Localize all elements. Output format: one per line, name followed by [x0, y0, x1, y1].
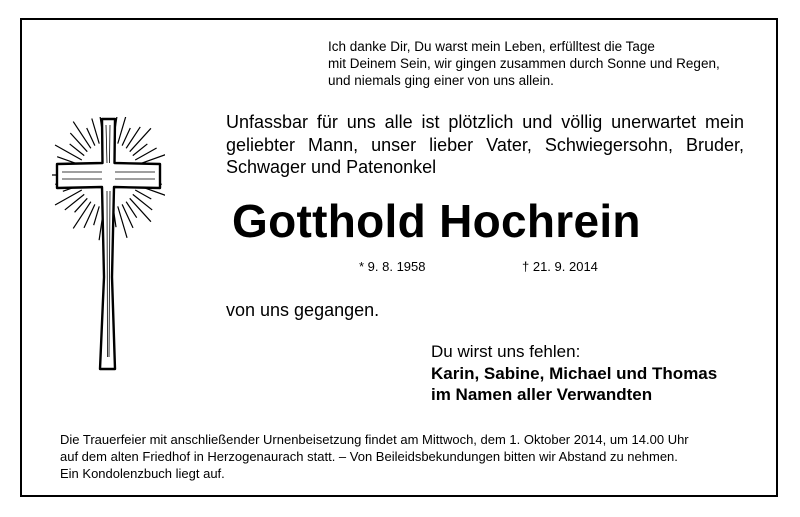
- mourners-relatives: im Namen aller Verwandten: [431, 385, 653, 404]
- death-date: † 21. 9. 2014: [522, 259, 598, 274]
- mourners-intro: Du wirst uns fehlen:: [431, 342, 581, 361]
- mourners-block: [431, 341, 717, 406]
- announcement-line: geliebter Mann, unser lieber Vater, Schwiegersohn, Bruder,: [226, 134, 744, 155]
- birth-date: * 9. 8. 1958: [359, 259, 426, 274]
- poem-line: und niemals ging einer von uns allein.: [328, 73, 554, 88]
- poem-line: mit Deinem Sein, wir gingen zusammen durch Sonne und Regen,: [328, 56, 720, 71]
- deceased-name: Gotthold Hochrein: [232, 195, 641, 247]
- poem-quote: [328, 38, 720, 89]
- funeral-line: Ein Kondolenzbuch liegt auf.: [60, 466, 225, 481]
- announcement-line: Schwager und Patenonkel: [226, 157, 437, 177]
- announcement-text: [226, 111, 744, 179]
- funeral-line: auf dem alten Friedhof in Herzogenaurach statt. – Von Beileidsbekundungen bitten wir Abstand zu nehmen.: [60, 449, 678, 464]
- funeral-line: Die Trauerfeier mit anschließender Urnenbeisetzung findet am Mittwoch, dem 1. Oktober 2014, um 14.00 Uhr: [60, 432, 689, 447]
- radiant-cross-icon: [52, 117, 165, 377]
- announcement-line: Unfassbar für uns alle ist plötzlich und völlig unerwartet mein: [226, 112, 744, 132]
- funeral-notice: [60, 431, 689, 482]
- mourners-names: Karin, Sabine, Michael und Thomas: [431, 363, 718, 383]
- poem-line: Ich danke Dir, Du warst mein Leben, erfülltest die Tage: [328, 39, 655, 54]
- departed-text: von uns gegangen.: [226, 300, 380, 320]
